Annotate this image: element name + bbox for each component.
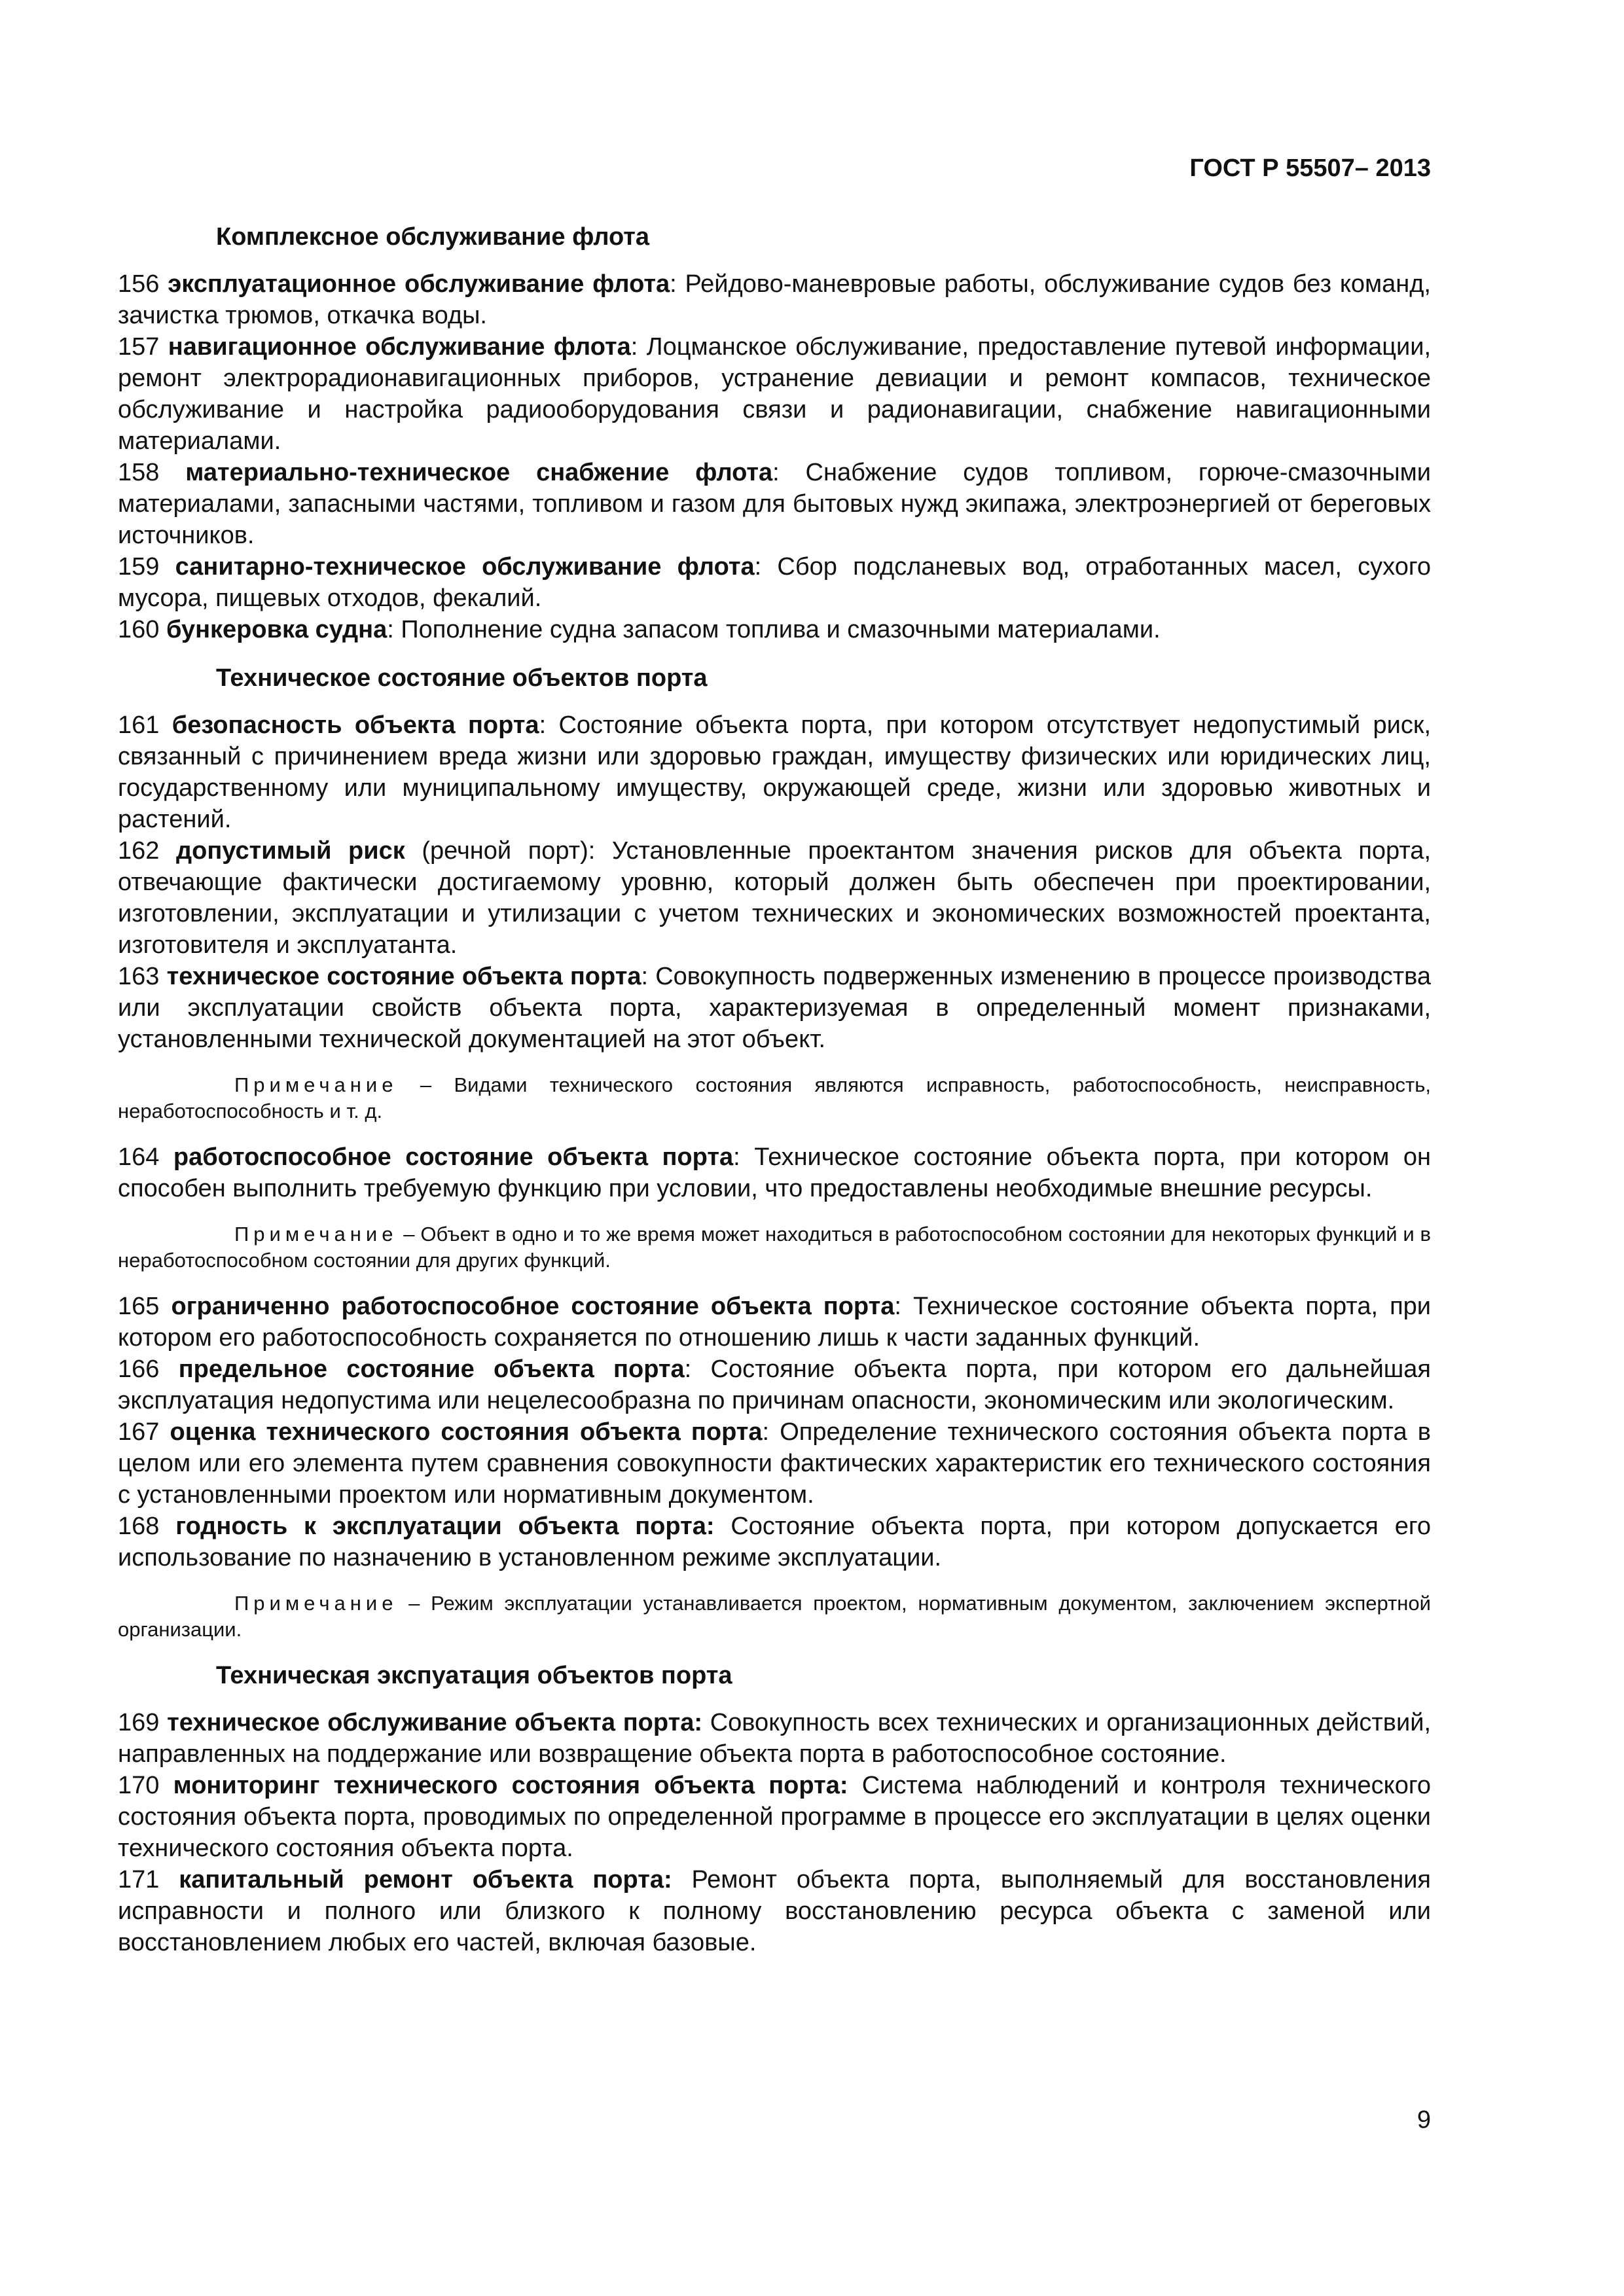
entry-number: 167 <box>118 1418 160 1446</box>
entry-separator: (речной порт): <box>405 837 612 865</box>
definition-entry <box>118 1770 1431 1864</box>
entry-number: 170 <box>118 1772 160 1799</box>
entry-separator: : <box>772 459 806 486</box>
definition-entry <box>118 268 1431 331</box>
entry-definition: Установленные проектантом значения рисков для объекта порта, отвечающие фактически достигаемому уровню, который должен быть обеспечен при проектировании, изготовлении, эксплуатации и утилизации с учетом технических и экономических возможностей проектанта, изготовителя и эксплуатанта. <box>118 837 1431 959</box>
entry-separator: : <box>670 270 685 298</box>
entry-definition: Совокупность всех технических и организационных действий, направленных на поддержание или возвращение объекта порта в работоспособное состояние. <box>118 1709 1431 1768</box>
entry-number: 156 <box>118 270 160 298</box>
entry-separator: : <box>630 333 647 361</box>
entry-number: 163 <box>118 963 160 990</box>
entry-definition: Снабжение судов топливом, горюче-смазочными материалами, запасными частями, топливом и газом для бытовых нужд экипажа, электроэнергией от береговых источников. <box>118 459 1431 549</box>
entry-term: техническое обслуживание объекта порта: <box>167 1709 702 1736</box>
entry-term: эксплуатационное обслуживание флота <box>168 270 670 298</box>
entry-term: навигационное обслуживание флота <box>168 333 631 361</box>
definition-entry <box>118 331 1431 457</box>
entry-number: 160 <box>118 616 160 643</box>
entry-separator <box>715 1513 731 1540</box>
section-heading: Техническая экспуатация объектов порта <box>216 1662 732 1689</box>
entry-definition: Техническое состояние объекта порта, при котором его работоспособность сохраняется по отношению лишь к части заданных функций. <box>118 1293 1432 1352</box>
document-id: ГОСТ Р 55507– 2013 <box>1189 154 1431 182</box>
definition-entry <box>118 835 1431 961</box>
entry-number: 157 <box>118 333 160 361</box>
entry-term: предельное состояние объекта порта <box>178 1355 685 1383</box>
definition-list <box>118 709 1431 1055</box>
entry-term: техническое состояние объекта порта <box>166 963 641 990</box>
entry-term: капитальный ремонт объекта порта: <box>179 1866 672 1893</box>
note-text: – Режим эксплуатации устанавливается проектом, нормативным документом, заключением экспертной организации. <box>118 1592 1431 1641</box>
entry-definition: Система наблюдений и контроля технического состояния объекта порта, проводимых по определенной программе в процессе его эксплуатации в целях оценки технического состояния объекта порта. <box>118 1772 1432 1862</box>
entry-term: работоспособное состояние объекта порта <box>173 1143 734 1171</box>
definition-entry <box>118 1416 1431 1511</box>
entry-definition: Совокупность подверженных изменению в процессе производства или эксплуатации свойств объекта порта, характеризуемая в определенный момент признаками, установленными технической документацией на этот объект. <box>118 963 1431 1053</box>
entry-separator: : <box>387 616 401 643</box>
entry-number: 158 <box>118 459 160 486</box>
definition-list <box>118 1707 1431 1958</box>
definition-entry <box>118 614 1431 645</box>
entry-term: санитарно-техническое обслуживание флота <box>175 553 755 581</box>
entry-term: материально-техническое снабжение флота <box>185 459 773 486</box>
note-label: Примечание <box>234 1592 398 1615</box>
entry-definition: Пополнение судна запасом топлива и смазочными материалами. <box>401 616 1161 643</box>
entry-separator: : <box>641 963 656 990</box>
section-heading: Техническое состояние объектов порта <box>216 664 708 692</box>
entry-number: 159 <box>118 553 160 581</box>
entry-number: 171 <box>118 1866 160 1893</box>
entry-number: 169 <box>118 1709 160 1736</box>
definition-entry <box>118 551 1431 614</box>
definition-entry <box>118 1511 1431 1573</box>
definition-entry <box>118 709 1431 835</box>
entry-term: ограниченно работоспособное состояние объекта порта <box>171 1293 895 1320</box>
note-text: – Объект в одно и то же время может находиться в работоспособном состоянии для некоторых функций и в неработоспособном состоянии для других функций. <box>118 1223 1431 1272</box>
entry-separator <box>702 1709 710 1736</box>
entry-number: 164 <box>118 1143 160 1171</box>
note-label: Примечание <box>234 1223 398 1246</box>
entry-separator: : <box>894 1293 914 1320</box>
entry-definition: Состояние объекта порта, при котором допускается его использование по назначению в установленном режиме эксплуатации. <box>118 1513 1431 1571</box>
entry-definition: Сбор подсланевых вод, отработанных масел, сухого мусора, пищевых отходов, фекалий. <box>118 553 1432 612</box>
note <box>118 1221 1431 1274</box>
entry-number: 162 <box>118 837 160 865</box>
entry-definition: Рейдово-маневровые работы, обслуживание судов без команд, зачистка трюмов, откачка воды. <box>118 270 1431 329</box>
entry-term: бункеровка судна <box>166 616 388 643</box>
note-text: – Видами технического состояния являются исправность, работоспособность, неисправность, неработоспособность и т. д. <box>118 1073 1431 1122</box>
note <box>118 1072 1431 1124</box>
entry-number: 168 <box>118 1513 160 1540</box>
entry-separator: : <box>754 553 778 581</box>
definition-entry <box>118 457 1431 551</box>
entry-definition: Техническое состояние объекта порта, при котором он способен выполнить требуемую функцию при условии, что предоставлены необходимые внешние ресурсы. <box>118 1143 1431 1202</box>
entry-term: оценка технического состояния объекта порта <box>170 1418 763 1446</box>
entry-definition: Лоцманское обслуживание, предоставление путевой информации, ремонт электрорадионавигационных приборов, устранение девиации и ремонт компасов, техническое обслуживание и настройка радиооборудования связи и радионавигации, снабжение навигационными материалами. <box>118 333 1431 455</box>
entry-definition: Определение технического состояния объекта порта в целом или его элемента путем сравнения совокупности фактических характеристик его технического состояния с установленными проектом или нормативным документом. <box>118 1418 1431 1509</box>
entry-term: безопасность объекта порта <box>171 711 539 739</box>
entry-number: 166 <box>118 1355 160 1383</box>
document-body <box>118 221 1431 1975</box>
entry-separator <box>848 1772 861 1799</box>
note-label: Примечание <box>234 1073 398 1096</box>
entry-number: 165 <box>118 1293 160 1320</box>
entry-term: мониторинг технического состояния объекта порта: <box>173 1772 848 1799</box>
entry-definition: Состояние объекта порта, при котором его дальнейшая эксплуатация недопустима или нецелесообразна по причинам опасности, экономическим или экологическим. <box>118 1355 1431 1414</box>
entry-term: годность к эксплуатации объекта порта: <box>175 1513 715 1540</box>
entry-separator <box>672 1866 692 1893</box>
definition-entry <box>118 1707 1431 1770</box>
definition-list <box>118 1141 1431 1204</box>
page-number: 9 <box>1416 2106 1431 2134</box>
entry-number: 161 <box>118 711 160 739</box>
entry-definition: Ремонт объекта порта, выполняемый для восстановления исправности и полного или близкого к полному восстановлению ресурса объекта с заменой или восстановлением любых его частей, включая базовые. <box>118 1866 1431 1956</box>
definition-list <box>118 1291 1431 1573</box>
definition-entry <box>118 1291 1431 1354</box>
note <box>118 1590 1431 1643</box>
definition-entry <box>118 1354 1431 1416</box>
entry-definition: Состояние объекта порта, при котором отсутствует недопустимый риск, связанный с причинением вреда жизни или здоровью граждан, имуществу физических или юридических лиц, государственному или муниципальному имуществу, окружающей среде, жизни или здоровью животных и растений. <box>118 711 1432 833</box>
entry-separator: : <box>762 1418 780 1446</box>
definition-list <box>118 268 1431 645</box>
entry-separator: : <box>733 1143 755 1171</box>
definition-entry <box>118 961 1431 1055</box>
entry-separator: : <box>684 1355 711 1383</box>
section-heading: Комплексное обслуживание флота <box>216 223 650 251</box>
definition-entry <box>118 1864 1431 1958</box>
definition-entry <box>118 1141 1431 1204</box>
entry-term: допустимый риск <box>175 837 405 865</box>
entry-separator: : <box>539 711 559 739</box>
